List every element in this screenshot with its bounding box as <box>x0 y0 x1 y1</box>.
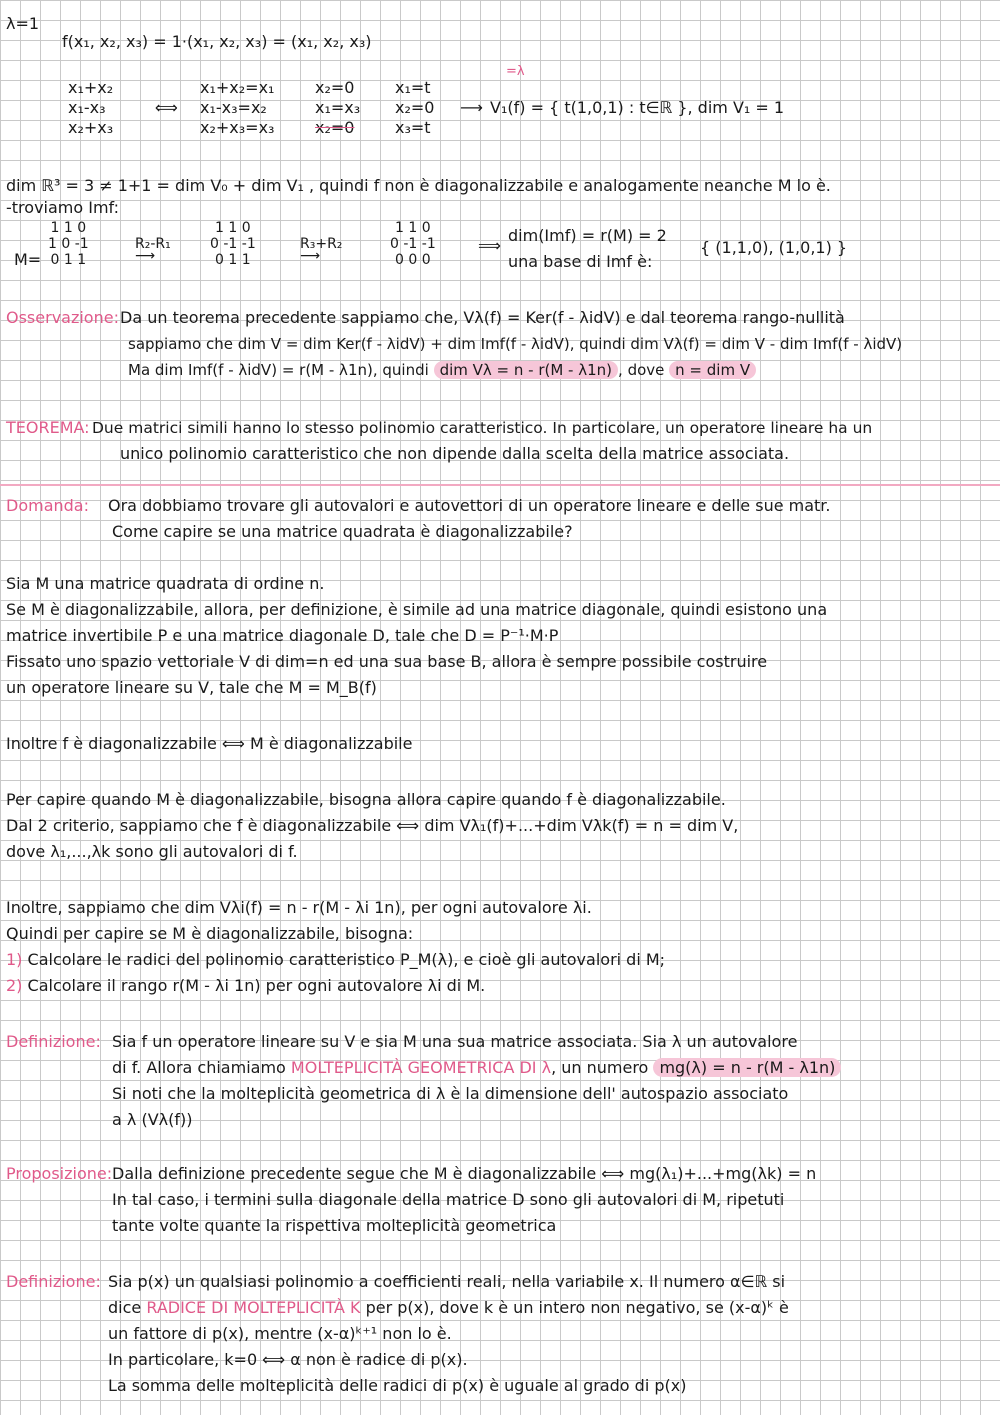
matrix-row: 0 1 1 <box>50 252 87 268</box>
eigen-note: =λ <box>506 64 525 79</box>
vector-fx <box>68 78 113 138</box>
definizione-text: di f. Allora chiamiamo <box>112 1058 286 1077</box>
system-eq: x₂=0 <box>395 98 435 117</box>
system-eq: x₂+x₃=x₃ <box>200 118 275 137</box>
step-1 <box>6 950 665 970</box>
step-text: Calcolare le radici del polinomio caratteristico P_M(λ), e cioè gli autovalori di M; <box>27 950 666 969</box>
osservazione-label: Osservazione: <box>6 308 119 327</box>
definizione-line-3: un fattore di p(x), mentre (x-α)ᵏ⁺¹ non lo è. <box>108 1324 452 1343</box>
body-line: Per capire quando M è diagonalizzabile, bisogna allora capire quando f è diagonalizzabile. <box>6 790 726 809</box>
find-imf: -troviamo Imf: <box>6 198 119 217</box>
system-eq: x₁-x₃=x₂ <box>200 98 267 117</box>
eigenspace-v1: V₁(f) = { t(1,0,1) : t∈ℝ }, dim V₁ = 1 <box>490 98 785 117</box>
osservazione-text: , dove <box>618 361 665 379</box>
system-eq: x₁=t <box>395 78 431 97</box>
domanda-line-1: Ora dobbiamo trovare gli autovalori e autovettori di un operatore lineare e delle sue matr. <box>108 496 831 515</box>
body-line: Inoltre f è diagonalizzabile ⟺ M è diagonalizzabile <box>6 734 413 753</box>
basis-imf: { (1,1,0), (1,0,1) } <box>700 238 848 257</box>
definizione-line-3: Si noti che la molteplicità geometrica di λ è la dimensione dell' autospazio associato <box>112 1084 789 1103</box>
divider <box>0 484 1000 486</box>
body-line: Inoltre, sappiamo che dim Vλi(f) = n - r(M - λi 1n), per ogni autovalore λi. <box>6 898 592 917</box>
body-line: Quindi per capire se M è diagonalizzabile, bisogna: <box>6 924 414 943</box>
arrow-2: ⟶ <box>300 248 321 264</box>
teorema-label: TEOREMA: <box>6 418 90 437</box>
proposizione-line-1: Dalla definizione precedente segue che M è diagonalizzabile ⟺ mg(λ₁)+...+mg(λk) = n <box>112 1164 817 1183</box>
term-molteplicita-geometrica: MOLTEPLICITÀ GEOMETRICA DI λ <box>290 1058 552 1077</box>
row-op-2: R₃+R₂ <box>300 236 343 252</box>
body-line: un operatore lineare su V, tale che M = M_B(f) <box>6 678 377 697</box>
highlight-n-dim: n = dim V <box>669 361 756 379</box>
row-op-1: R₂-R₁ <box>135 236 171 252</box>
teorema-line-2: unico polinomio caratteristico che non dipende dalla scelta della matrice associata. <box>120 444 790 463</box>
osservazione-text: Ma dim Imf(f - λidV) = r(M - λ1n), quindi <box>128 361 429 379</box>
osservazione-line-1: Da un teorema precedente sappiamo che, Vλ(f) = Ker(f - λidV) e dal teorema rango-nullità <box>120 308 845 327</box>
matrix-row: 0 -1 -1 <box>390 236 436 252</box>
step-2 <box>6 976 485 996</box>
matrix-row: 0 1 1 <box>215 252 251 268</box>
matrix-row: 0 0 0 <box>395 252 431 268</box>
body-line: Se M è diagonalizzabile, allora, per definizione, è simile ad una matrice diagonale, quindi esistono una <box>6 600 828 619</box>
system-eq: x₃=t <box>395 118 431 137</box>
term-radice-molteplicita: RADICE DI MOLTEPLICITÀ K <box>146 1298 361 1317</box>
vector-entry: x₂+x₃ <box>68 118 114 137</box>
matrix-m-label: M= <box>14 250 42 269</box>
body-line: Dal 2 criterio, sappiamo che f è diagonalizzabile ⟺ dim Vλ₁(f)+...+dim Vλk(f) = n = dim V, <box>6 816 739 835</box>
definizione-text: , un numero <box>551 1058 649 1077</box>
dim-imf: dim(Imf) = r(M) = 2 <box>508 226 667 245</box>
system-eq: x₁=x₃ <box>315 98 361 117</box>
iff-arrow: ⟺ <box>155 98 178 117</box>
diag-statement: dim ℝ³ = 3 ≠ 1+1 = dim V₀ + dim V₁ , quindi f non è diagonalizzabile e analogamente neanche M lo è. <box>6 176 831 195</box>
matrix-row: 1 1 0 <box>50 220 87 236</box>
body-line: matrice invertibile P e una matrice diagonale D, tale che D = P⁻¹·M·P <box>6 626 559 645</box>
proposizione-line-2: In tal caso, i termini sulla diagonale della matrice D sono gli autovalori di M, ripetuti <box>112 1190 785 1209</box>
step-number: 1) <box>6 950 23 969</box>
equation-f-eigen: f(x₁, x₂, x₃) = 1·(x₁, x₂, x₃) = (x₁, x₂, x₃) <box>62 32 372 51</box>
definizione-line-2 <box>112 1058 841 1078</box>
definizione-line-1: Sia f un operatore lineare su V e sia M una sua matrice associata. Sia λ un autovalore <box>112 1032 798 1051</box>
body-line: Fissato uno spazio vettoriale V di dim=n ed una sua base B, allora è sempre possibile costruire <box>6 652 768 671</box>
step-text: Calcolare il rango r(M - λi 1n) per ogni autovalore λi di M. <box>27 976 486 995</box>
implies-arrow: ⟹ <box>478 236 501 255</box>
domanda-line-2: Come capire se una matrice quadrata è diagonalizzabile? <box>112 522 573 541</box>
vector-entry: x₁+x₂ <box>68 78 114 97</box>
system-eq: x₁+x₂=x₁ <box>200 78 275 97</box>
definizione-line-1: Sia p(x) un qualsiasi polinomio a coefficienti reali, nella variabile x. Il numero α∈ℝ si <box>108 1272 786 1291</box>
implies-arrow: ⟶ <box>460 98 483 117</box>
vector-entry: x₁-x₃ <box>68 98 106 117</box>
proposizione-line-3: tante volte quante la rispettiva molteplicità geometrica <box>112 1216 557 1235</box>
lambda-label: λ=1 <box>6 14 40 33</box>
definizione-line-5: La somma delle molteplicità delle radici di p(x) è uguale al grado di p(x) <box>108 1376 687 1395</box>
system-eq: x₂=0 <box>315 118 355 137</box>
definizione-line-4: In particolare, k=0 ⟺ α non è radice di p(x). <box>108 1350 468 1369</box>
definizione-text: per p(x), dove k è un intero non negativo, se (x-α)ᵏ è <box>365 1298 789 1317</box>
domanda-label: Domanda: <box>6 496 89 515</box>
matrix-m2 <box>210 220 256 268</box>
highlight-dim-formula: dim Vλ = n - r(M - λ1n) <box>434 361 618 379</box>
body-line: Sia M una matrice quadrata di ordine n. <box>6 574 325 593</box>
matrix-m <box>48 220 89 268</box>
step-number: 2) <box>6 976 23 995</box>
definizione-text: dice <box>108 1298 142 1317</box>
matrix-row: 1 0 -1 <box>48 236 89 252</box>
definizione-label: Definizione: <box>6 1272 101 1291</box>
system-3 <box>395 78 434 138</box>
system-2 <box>315 78 360 138</box>
basis-label: una base di Imf è: <box>508 252 653 271</box>
teorema-line-1: Due matrici simili hanno lo stesso polinomio caratteristico. In particolare, un operatore lineare ha un <box>92 419 873 437</box>
matrix-m3 <box>390 220 436 268</box>
matrix-row: 0 -1 -1 <box>210 236 256 252</box>
osservazione-line-3 <box>128 360 756 380</box>
definizione-label: Definizione: <box>6 1032 101 1051</box>
osservazione-line-2: sappiamo che dim V = dim Ker(f - λidV) + dim Imf(f - λidV), quindi dim Vλ(f) = dim V - dim Imf(f - λidV) <box>128 335 903 353</box>
proposizione-label: Proposizione: <box>6 1164 113 1183</box>
definizione-line-2 <box>108 1298 789 1318</box>
highlight-mg-formula: mg(λ) = n - r(M - λ1n) <box>653 1058 841 1077</box>
matrix-row: 1 1 0 <box>395 220 431 236</box>
system-1 <box>200 78 274 138</box>
definizione-line-4: a λ (Vλ(f)) <box>112 1110 193 1129</box>
body-line: dove λ₁,...,λk sono gli autovalori di f. <box>6 842 298 861</box>
system-eq: x₂=0 <box>315 78 355 97</box>
matrix-row: 1 1 0 <box>215 220 251 236</box>
arrow-1: ⟶ <box>135 248 156 264</box>
